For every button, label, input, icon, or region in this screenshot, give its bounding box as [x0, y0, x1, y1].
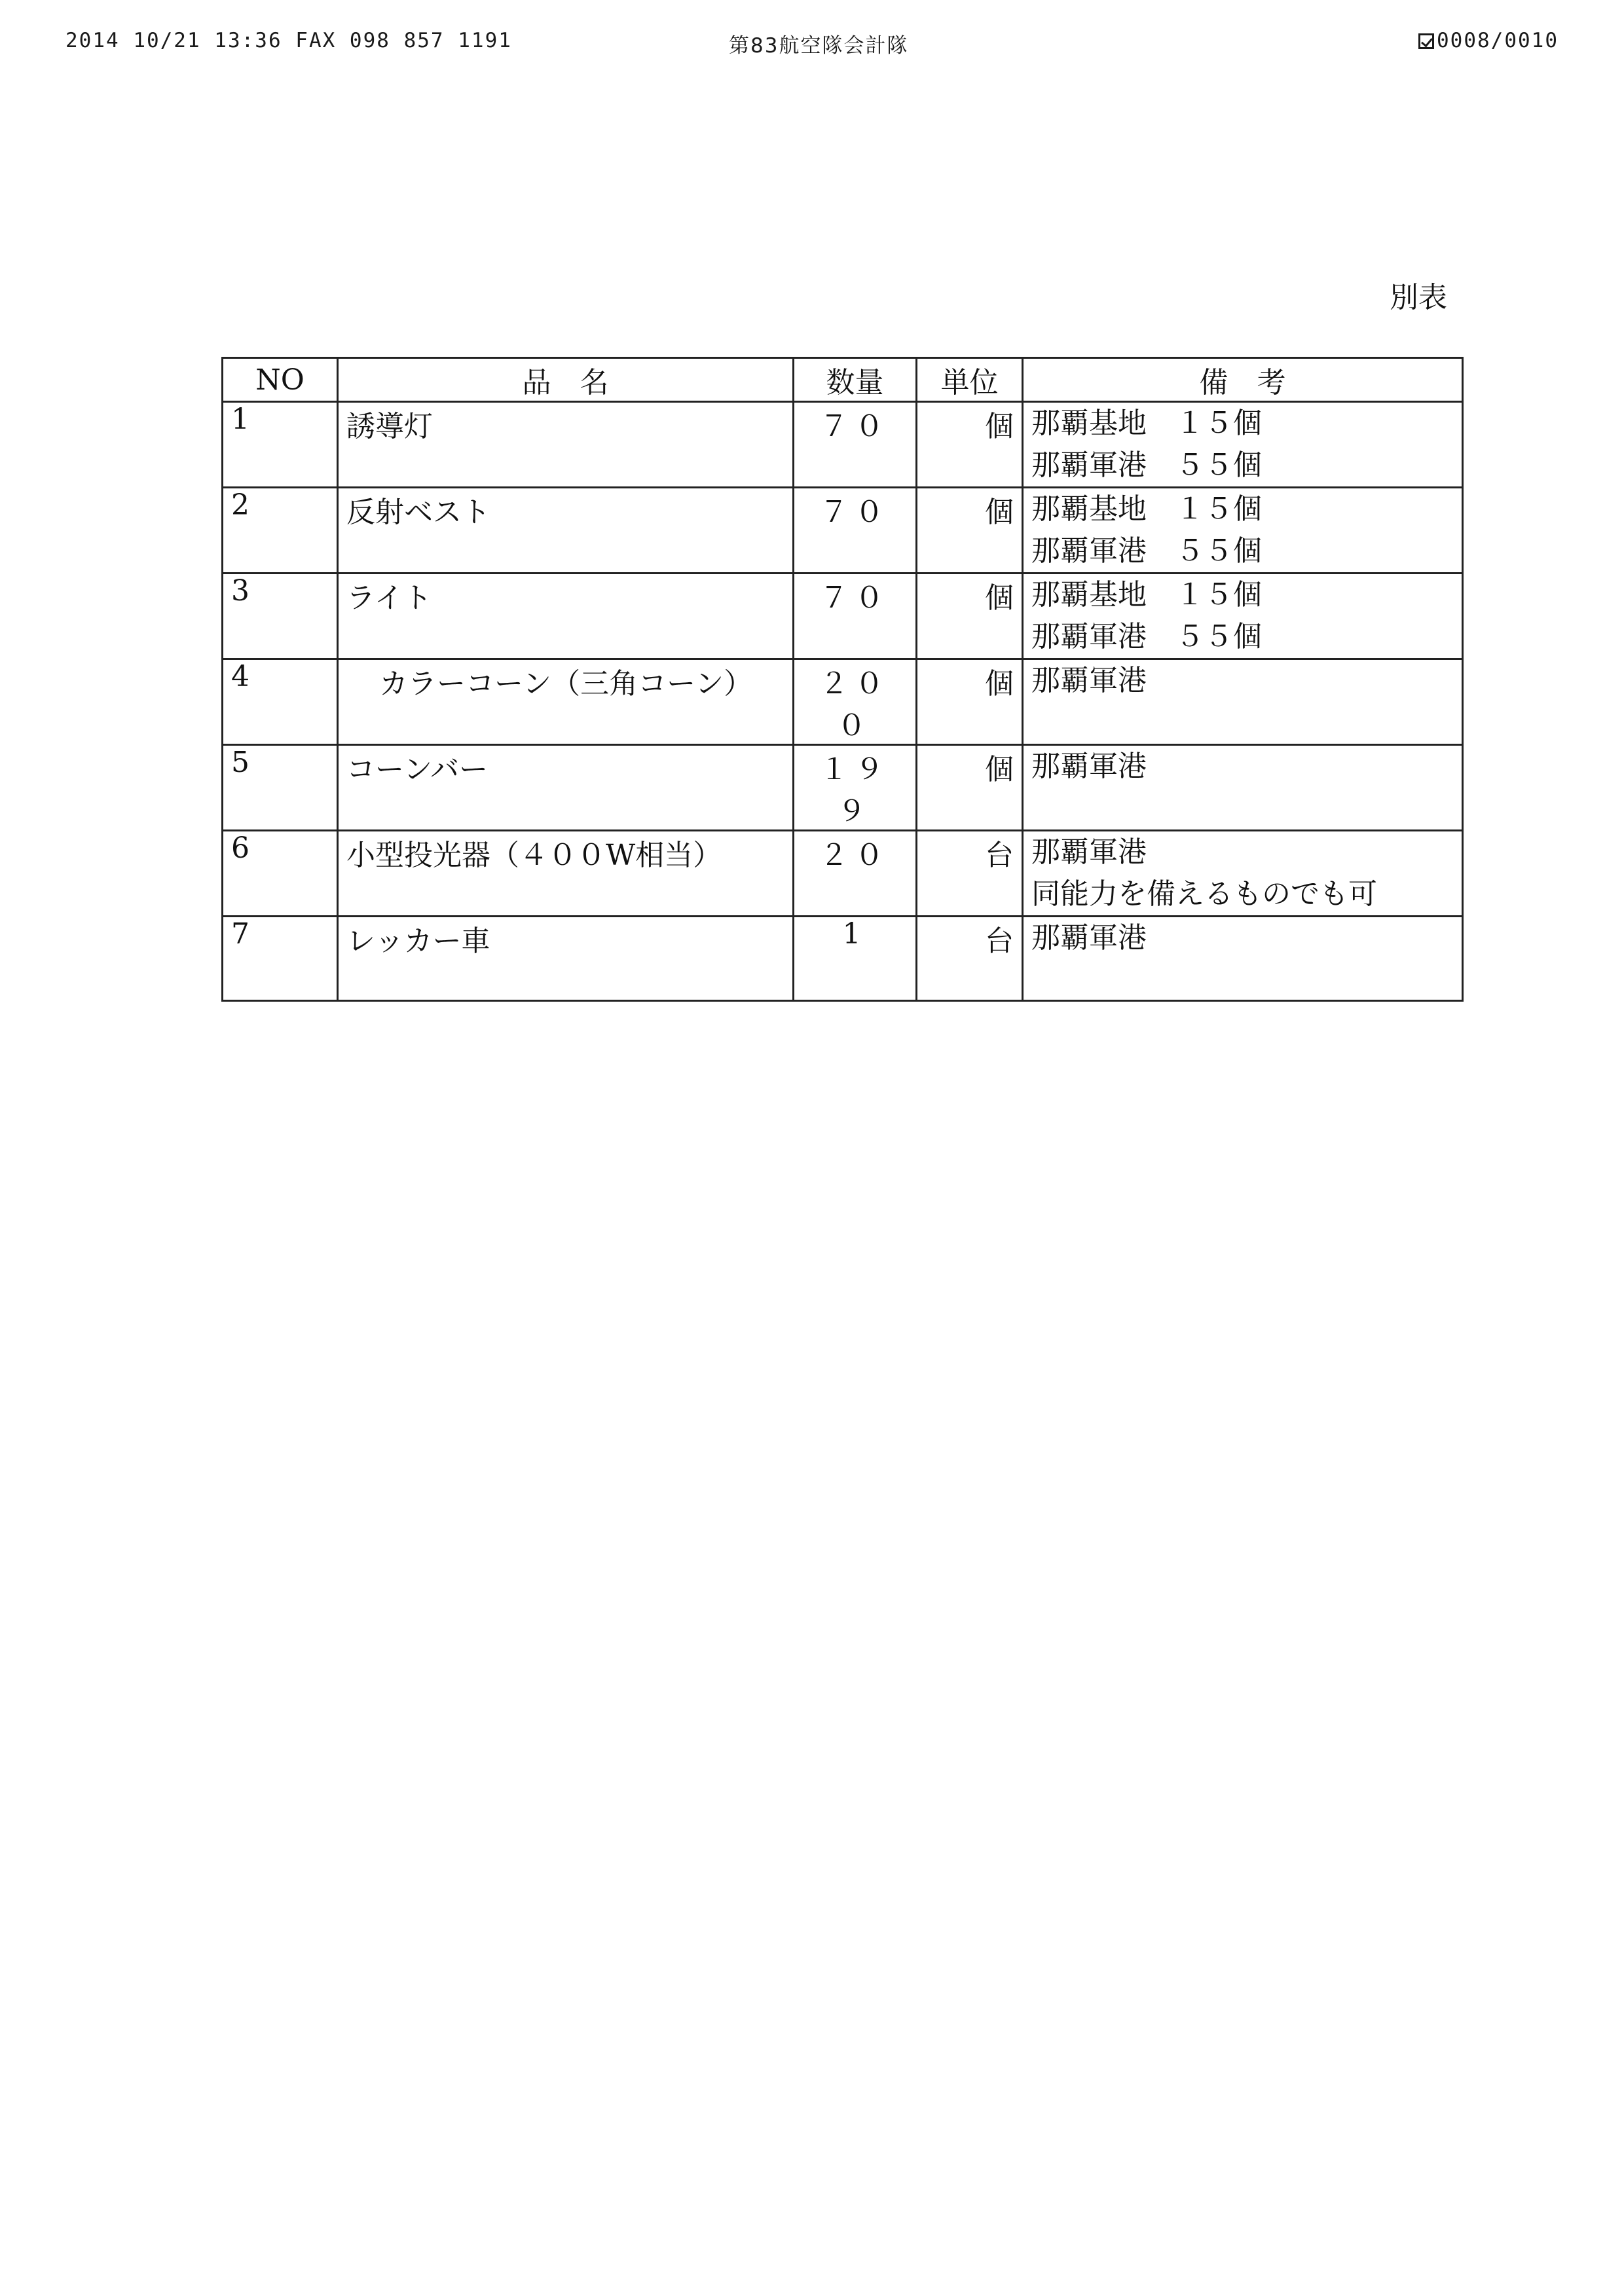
cell-no: 1	[223, 402, 338, 488]
cell-item-name: コーンバー	[338, 745, 794, 831]
header-unit: 単位	[917, 358, 1023, 402]
remarks-line: 同能力を備えるものでも可	[1031, 877, 1377, 911]
cell-remarks	[1023, 659, 1463, 745]
cell-unit: 個	[917, 488, 1023, 574]
remarks-line: 那覇軍港	[1031, 921, 1147, 955]
cell-unit: 個	[917, 402, 1023, 488]
table-header-row	[223, 358, 1463, 402]
fax-page-counter	[1418, 29, 1559, 52]
cell-unit: 個	[917, 659, 1023, 745]
cell-no: 3	[223, 574, 338, 659]
cell-quantity: ７０	[794, 402, 917, 488]
cell-quantity: ７０	[794, 488, 917, 574]
cell-remarks	[1023, 574, 1463, 659]
cell-remarks	[1023, 402, 1463, 488]
table-row	[223, 745, 1463, 831]
cell-unit: 台	[917, 831, 1023, 917]
table-row	[223, 917, 1463, 1001]
cell-item-name: カラーコーン（三角コーン）	[338, 659, 794, 745]
header-remarks: 備 考	[1023, 358, 1463, 402]
header-no: NO	[223, 358, 338, 402]
cell-no: 7	[223, 917, 338, 1001]
fax-sender-name: 第83航空隊会計隊	[729, 34, 909, 58]
cell-remarks	[1023, 917, 1463, 1001]
table-row	[223, 659, 1463, 745]
remarks-line: 那覇軍港 ５５個	[1031, 534, 1262, 568]
items-table	[221, 357, 1464, 1002]
remarks-line: 那覇軍港 ５５個	[1031, 620, 1262, 653]
cell-no: 4	[223, 659, 338, 745]
remarks-line: 那覇軍港 ５５個	[1031, 448, 1262, 482]
cell-quantity: 1	[794, 917, 917, 1001]
cell-no: 6	[223, 831, 338, 917]
fax-timestamp-number: 2014 10/21 13:36 FAX 098 857 1191	[65, 29, 512, 52]
remarks-line: 那覇基地 １５個	[1031, 492, 1262, 526]
cell-no: 2	[223, 488, 338, 574]
checkbox-icon	[1418, 33, 1434, 49]
table-row	[223, 488, 1463, 574]
table-row	[223, 574, 1463, 659]
remarks-line: 那覇基地 １５個	[1031, 578, 1262, 611]
fax-page-number: 0008/0010	[1437, 29, 1559, 52]
header-item-name: 品 名	[338, 358, 794, 402]
remarks-line: 那覇基地 １５個	[1031, 407, 1262, 440]
cell-unit: 台	[917, 917, 1023, 1001]
cell-item-name: レッカー車	[338, 917, 794, 1001]
cell-remarks	[1023, 488, 1463, 574]
cell-remarks	[1023, 831, 1463, 917]
table-row	[223, 831, 1463, 917]
attachment-label: 別表	[1390, 281, 1447, 314]
cell-item-name: 小型投光器（４００W相当）	[338, 831, 794, 917]
cell-item-name: ライト	[338, 574, 794, 659]
cell-no: 5	[223, 745, 338, 831]
cell-quantity: ７０	[794, 574, 917, 659]
remarks-line: 那覇軍港	[1031, 664, 1147, 697]
cell-item-name: 誘導灯	[338, 402, 794, 488]
cell-unit: 個	[917, 745, 1023, 831]
remarks-line: 那覇軍港	[1031, 750, 1147, 783]
cell-item-name: 反射ベスト	[338, 488, 794, 574]
remarks-line: 那覇軍港	[1031, 835, 1147, 869]
cell-remarks	[1023, 745, 1463, 831]
cell-quantity: ２０	[794, 831, 917, 917]
table-row	[223, 402, 1463, 488]
cell-quantity: １９９	[794, 745, 917, 831]
cell-quantity: ２００	[794, 659, 917, 745]
header-quantity: 数量	[794, 358, 917, 402]
cell-unit: 個	[917, 574, 1023, 659]
fax-header	[65, 29, 1559, 58]
